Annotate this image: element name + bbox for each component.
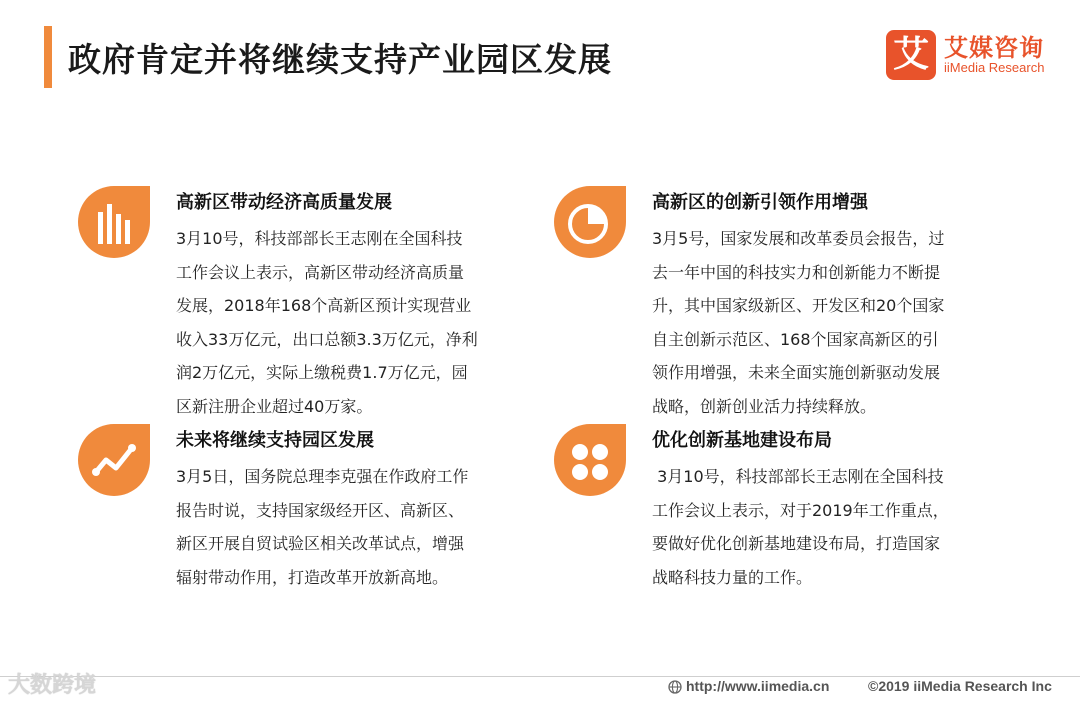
body-line: 战略科技力量的工作。 — [652, 567, 813, 587]
card-heading: 高新区带动经济高质量发展 — [176, 192, 392, 213]
card-heading: 优化创新基地建设布局 — [652, 430, 832, 451]
body-line: 升，其中国家级新区、开发区和20个国家 — [652, 296, 945, 315]
body-line: 去一年中国的科技实力和创新能力不断提 — [652, 262, 941, 282]
card-heading: 未来将继续支持园区发展 — [176, 430, 374, 451]
bar-chart-icon — [78, 186, 150, 258]
body-line: 3月10号，科技部部长王志刚在全国科技 — [652, 467, 944, 486]
body-line: 要做好优化创新基地建设布局，打造国家 — [652, 534, 941, 553]
globe-icon — [668, 680, 682, 697]
point-card-future-support — [78, 424, 518, 594]
card-body — [652, 222, 944, 423]
footer-copyright: ©2019 iiMedia Research Inc — [868, 678, 1052, 694]
title-accent-bar — [44, 26, 52, 88]
watermark: 大数跨境 — [8, 673, 97, 698]
point-card-innovation-lead — [554, 186, 1004, 416]
body-line: 3月10号，科技部部长王志刚在全国科技 — [176, 229, 463, 248]
body-line: 领作用增强，未来全面实施创新驱动发展 — [652, 363, 941, 382]
trend-line-icon — [78, 424, 150, 496]
body-line: 辐射带动作用，打造改革开放新高地。 — [176, 567, 449, 587]
body-line: 3月5日，国务院总理李克强在作政府工作 — [176, 467, 469, 486]
pie-chart-icon — [554, 186, 626, 258]
logo-english-name: iiMedia Research — [944, 60, 1045, 75]
body-line: 工作会议上表示，高新区带动经济高质量 — [176, 262, 465, 282]
point-card-high-quality — [78, 186, 518, 416]
body-line: 收入33万亿元，出口总额3.3万亿元，净利 — [176, 329, 478, 349]
four-dots-icon — [554, 424, 626, 496]
page-title: 政府肯定并将继续支持产业园区发展 — [68, 40, 612, 79]
body-line: 新区开展自贸试验区相关改革试点，增强 — [176, 534, 465, 553]
point-card-base-layout — [554, 424, 1004, 594]
body-line: 战略，创新创业活力持续释放。 — [652, 396, 877, 416]
iimedia-logo — [886, 30, 1058, 84]
logo-mark-icon: 艾 — [886, 30, 936, 80]
body-line: 3月5号，国家发展和改革委员会报告，过 — [652, 229, 945, 248]
body-line: 报告时说，支持国家级经开区、高新区、 — [176, 500, 465, 520]
footer-divider — [0, 676, 1080, 677]
card-body — [176, 460, 468, 594]
card-heading: 高新区的创新引领作用增强 — [652, 192, 868, 213]
card-body — [176, 222, 478, 423]
footer-url-link[interactable] — [668, 678, 829, 697]
body-line: 自主创新示范区、168个国家高新区的引 — [652, 329, 939, 349]
card-body — [652, 460, 949, 594]
body-line: 区新注册企业超过40万家。 — [176, 396, 373, 416]
body-line: 发展，2018年168个高新区预计实现营业 — [176, 296, 472, 315]
body-line: 工作会议上表示，对于2019年工作重点， — [652, 500, 949, 520]
body-line: 润2万亿元，实际上缴税费1.7万亿元，园 — [176, 363, 468, 382]
footer-url-text: http://www.iimedia.cn — [686, 678, 830, 694]
logo-chinese-name: 艾媒咨询 — [944, 34, 1044, 62]
